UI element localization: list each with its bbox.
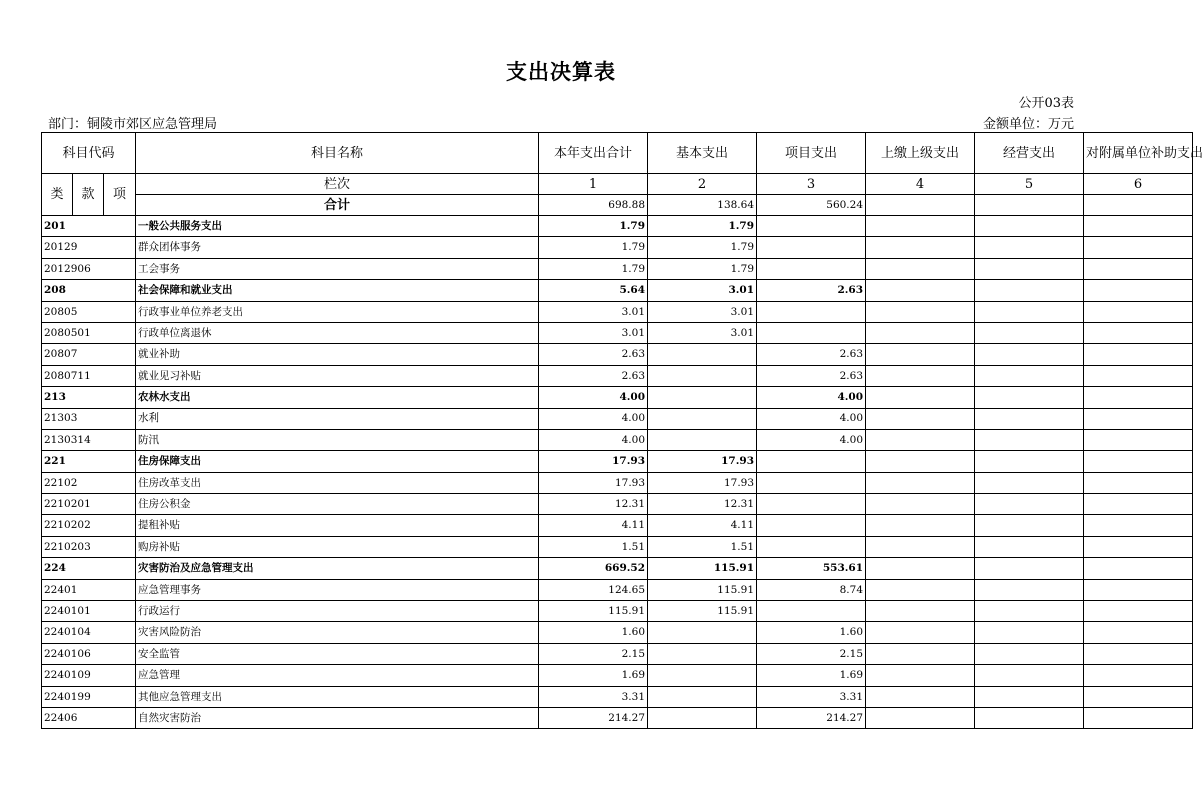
row-remit-superior [866,344,975,365]
row-name: 住房公积金 [136,494,539,515]
row-project-expenditure [757,258,866,279]
row-operating-expenditure [975,707,1084,728]
row-basic-expenditure [648,622,757,643]
table-row [42,643,1193,664]
column-index-4: 4 [866,174,975,195]
row-project-expenditure: 2.63 [757,365,866,386]
row-code: 21303 [42,408,136,429]
column-index-6: 6 [1084,174,1193,195]
table-row [42,322,1193,343]
row-code: 2240106 [42,643,136,664]
table-row [42,365,1193,386]
row-name: 其他应急管理支出 [136,686,539,707]
row-code: 2080501 [42,322,136,343]
row-operating-expenditure [975,515,1084,536]
header-remit-superior: 上缴上级支出 [866,133,975,174]
row-basic-expenditure [648,665,757,686]
row-subsidiary-subsidy [1084,301,1193,322]
row-basic-expenditure: 3.01 [648,322,757,343]
row-name: 社会保障和就业支出 [136,280,539,301]
row-code: 201 [42,216,136,237]
table-row [42,579,1193,600]
row-basic-expenditure [648,686,757,707]
row-code: 213 [42,387,136,408]
row-remit-superior [866,365,975,386]
row-project-expenditure [757,515,866,536]
table-row [42,494,1193,515]
row-name: 安全监管 [136,643,539,664]
row-subsidiary-subsidy [1084,622,1193,643]
column-index-2: 2 [648,174,757,195]
table-row [42,665,1193,686]
header-lei: 类 [42,174,73,216]
row-subsidiary-subsidy [1084,707,1193,728]
row-subsidiary-subsidy [1084,408,1193,429]
row-project-expenditure [757,472,866,493]
row-code: 20805 [42,301,136,322]
row-total-expenditure: 115.91 [539,601,648,622]
row-remit-superior [866,408,975,429]
row-operating-expenditure [975,472,1084,493]
row-operating-expenditure [975,558,1084,579]
row-name: 水利 [136,408,539,429]
row-total-expenditure: 669.52 [539,558,648,579]
row-operating-expenditure [975,344,1084,365]
row-remit-superior [866,322,975,343]
row-remit-superior [866,451,975,472]
row-code: 224 [42,558,136,579]
row-project-expenditure: 2.63 [757,280,866,301]
row-basic-expenditure [648,387,757,408]
row-remit-superior [866,472,975,493]
row-total-expenditure: 1.69 [539,665,648,686]
row-total-expenditure: 5.64 [539,280,648,301]
row-total-expenditure: 3.01 [539,322,648,343]
row-project-expenditure [757,536,866,557]
table-row [42,408,1193,429]
row-code: 2240109 [42,665,136,686]
row-operating-expenditure [975,365,1084,386]
row-total-expenditure: 1.51 [539,536,648,557]
header-xiang: 项 [104,174,136,216]
row-code: 221 [42,451,136,472]
row-subsidiary-subsidy [1084,536,1193,557]
row-operating-expenditure [975,322,1084,343]
row-operating-expenditure [975,643,1084,664]
row-name: 一般公共服务支出 [136,216,539,237]
row-operating-expenditure [975,601,1084,622]
row-project-expenditure: 4.00 [757,387,866,408]
row-remit-superior [866,515,975,536]
row-operating-expenditure [975,258,1084,279]
row-basic-expenditure [648,344,757,365]
table-row [42,515,1193,536]
row-subsidiary-subsidy [1084,472,1193,493]
row-name: 农林水支出 [136,387,539,408]
row-basic-expenditure: 115.91 [648,579,757,600]
row-operating-expenditure [975,622,1084,643]
table-row [42,216,1193,237]
row-subsidiary-subsidy [1084,365,1193,386]
row-subsidiary-subsidy [1084,494,1193,515]
row-total-expenditure: 124.65 [539,579,648,600]
row-basic-expenditure: 3.01 [648,301,757,322]
row-total-expenditure: 4.00 [539,387,648,408]
row-basic-expenditure: 12.31 [648,494,757,515]
row-operating-expenditure [975,237,1084,258]
row-project-expenditure: 8.74 [757,579,866,600]
row-remit-superior [866,387,975,408]
row-total-expenditure: 4.00 [539,408,648,429]
amount-unit-label: 金额单位：万元 [982,117,1074,132]
row-basic-expenditure: 17.93 [648,472,757,493]
row-operating-expenditure [975,429,1084,450]
header-total-expenditure: 本年支出合计 [539,133,648,174]
total-c5 [975,195,1084,216]
table-row [42,301,1193,322]
row-subsidiary-subsidy [1084,558,1193,579]
row-remit-superior [866,558,975,579]
row-subsidiary-subsidy [1084,216,1193,237]
row-subsidiary-subsidy [1084,237,1193,258]
row-total-expenditure: 1.79 [539,216,648,237]
row-remit-superior [866,429,975,450]
row-code: 2210201 [42,494,136,515]
row-name: 自然灾害防治 [136,707,539,728]
table-row [42,344,1193,365]
row-remit-superior [866,686,975,707]
row-total-expenditure: 3.01 [539,301,648,322]
row-project-expenditure [757,451,866,472]
row-name: 就业补助 [136,344,539,365]
row-name: 行政单位离退休 [136,322,539,343]
table-row [42,258,1193,279]
total-row [42,195,1193,216]
header-code: 科目代码 [42,133,136,174]
row-remit-superior [866,258,975,279]
row-project-expenditure: 2.63 [757,344,866,365]
row-remit-superior [866,301,975,322]
row-basic-expenditure: 115.91 [648,558,757,579]
row-project-expenditure: 2.15 [757,643,866,664]
row-remit-superior [866,216,975,237]
row-subsidiary-subsidy [1084,387,1193,408]
column-index-row [42,174,1193,195]
row-name: 行政事业单位养老支出 [136,301,539,322]
row-name: 住房保障支出 [136,451,539,472]
table-row [42,601,1193,622]
row-remit-superior [866,237,975,258]
row-project-expenditure [757,322,866,343]
row-name: 群众团体事务 [136,237,539,258]
row-total-expenditure: 2.63 [539,365,648,386]
row-code: 20129 [42,237,136,258]
row-project-expenditure [757,216,866,237]
row-basic-expenditure: 1.79 [648,258,757,279]
row-code: 2130314 [42,429,136,450]
total-c4 [866,195,975,216]
table-row [42,622,1193,643]
row-basic-expenditure: 1.79 [648,237,757,258]
row-operating-expenditure [975,665,1084,686]
row-subsidiary-subsidy [1084,429,1193,450]
row-name: 提租补贴 [136,515,539,536]
row-remit-superior [866,707,975,728]
row-basic-expenditure [648,408,757,429]
table-row [42,280,1193,301]
row-project-expenditure: 1.69 [757,665,866,686]
row-basic-expenditure: 1.51 [648,536,757,557]
row-operating-expenditure [975,387,1084,408]
row-operating-expenditure [975,408,1084,429]
header-subsidiary-subsidy: 对附属单位补助支出 [1084,133,1193,174]
table-row [42,558,1193,579]
row-operating-expenditure [975,216,1084,237]
table-row [42,387,1193,408]
row-remit-superior [866,665,975,686]
column-index-3: 3 [757,174,866,195]
expenditure-table [41,132,1203,729]
row-subsidiary-subsidy [1084,515,1193,536]
table-row [42,451,1193,472]
row-code: 22401 [42,579,136,600]
row-code: 2240199 [42,686,136,707]
row-total-expenditure: 12.31 [539,494,648,515]
row-name: 应急管理 [136,665,539,686]
row-name: 应急管理事务 [136,579,539,600]
row-name: 防汛 [136,429,539,450]
header-name: 科目名称 [136,133,539,174]
row-operating-expenditure [975,536,1084,557]
header-operating-expenditure: 经营支出 [975,133,1084,174]
row-project-expenditure: 214.27 [757,707,866,728]
row-project-expenditure: 553.61 [757,558,866,579]
row-basic-expenditure: 17.93 [648,451,757,472]
row-total-expenditure: 214.27 [539,707,648,728]
row-name: 灾害风险防治 [136,622,539,643]
row-subsidiary-subsidy [1084,665,1193,686]
table-row [42,429,1193,450]
row-code: 2240101 [42,601,136,622]
row-project-expenditure [757,301,866,322]
row-subsidiary-subsidy [1084,258,1193,279]
row-remit-superior [866,601,975,622]
table-row [42,472,1193,493]
row-name: 就业见习补贴 [136,365,539,386]
row-name: 购房补贴 [136,536,539,557]
row-code: 2210203 [42,536,136,557]
total-c1: 698.88 [539,195,648,216]
row-subsidiary-subsidy [1084,280,1193,301]
row-code: 2012906 [42,258,136,279]
total-label: 合计 [136,195,539,216]
row-basic-expenditure [648,643,757,664]
row-total-expenditure: 4.00 [539,429,648,450]
row-basic-expenditure [648,429,757,450]
row-total-expenditure: 2.15 [539,643,648,664]
row-total-expenditure: 17.93 [539,472,648,493]
row-operating-expenditure [975,494,1084,515]
row-total-expenditure: 1.79 [539,258,648,279]
row-code: 208 [42,280,136,301]
row-project-expenditure: 3.31 [757,686,866,707]
row-remit-superior [866,494,975,515]
row-project-expenditure [757,601,866,622]
form-code: 公开03表 [1018,96,1074,111]
row-subsidiary-subsidy [1084,643,1193,664]
row-remit-superior [866,536,975,557]
row-total-expenditure: 3.31 [539,686,648,707]
row-total-expenditure: 1.60 [539,622,648,643]
row-basic-expenditure [648,365,757,386]
department-label: 部门：铜陵市郊区应急管理局 [48,117,218,132]
page-title: 支出决算表 [506,60,616,84]
row-code: 20807 [42,344,136,365]
header-basic-expenditure: 基本支出 [648,133,757,174]
row-operating-expenditure [975,280,1084,301]
total-c3: 560.24 [757,195,866,216]
row-name: 住房改革支出 [136,472,539,493]
row-subsidiary-subsidy [1084,322,1193,343]
row-remit-superior [866,643,975,664]
row-name: 行政运行 [136,601,539,622]
row-operating-expenditure [975,686,1084,707]
header-project-expenditure: 项目支出 [757,133,866,174]
row-subsidiary-subsidy [1084,579,1193,600]
table-row [42,536,1193,557]
row-total-expenditure: 4.11 [539,515,648,536]
table-row [42,686,1193,707]
total-c6 [1084,195,1193,216]
row-code: 2210202 [42,515,136,536]
row-basic-expenditure: 1.79 [648,216,757,237]
row-remit-superior [866,280,975,301]
row-operating-expenditure [975,451,1084,472]
row-project-expenditure: 4.00 [757,408,866,429]
table-row [42,707,1193,728]
row-subsidiary-subsidy [1084,451,1193,472]
row-basic-expenditure [648,707,757,728]
row-project-expenditure: 4.00 [757,429,866,450]
column-index-1: 1 [539,174,648,195]
row-project-expenditure [757,237,866,258]
header-kuan: 款 [73,174,104,216]
table-body [42,216,1193,729]
row-operating-expenditure [975,579,1084,600]
header-lanci: 栏次 [136,174,539,195]
row-code: 2080711 [42,365,136,386]
row-operating-expenditure [975,301,1084,322]
row-project-expenditure [757,494,866,515]
row-basic-expenditure: 115.91 [648,601,757,622]
row-subsidiary-subsidy [1084,601,1193,622]
row-code: 2240104 [42,622,136,643]
row-subsidiary-subsidy [1084,686,1193,707]
row-code: 22406 [42,707,136,728]
column-index-5: 5 [975,174,1084,195]
row-basic-expenditure: 4.11 [648,515,757,536]
row-total-expenditure: 17.93 [539,451,648,472]
header-row [42,133,1193,174]
row-name: 灾害防治及应急管理支出 [136,558,539,579]
row-basic-expenditure: 3.01 [648,280,757,301]
row-total-expenditure: 2.63 [539,344,648,365]
row-remit-superior [866,579,975,600]
row-remit-superior [866,622,975,643]
row-project-expenditure: 1.60 [757,622,866,643]
row-total-expenditure: 1.79 [539,237,648,258]
row-code: 22102 [42,472,136,493]
row-subsidiary-subsidy [1084,344,1193,365]
table-row [42,237,1193,258]
row-name: 工会事务 [136,258,539,279]
total-c2: 138.64 [648,195,757,216]
